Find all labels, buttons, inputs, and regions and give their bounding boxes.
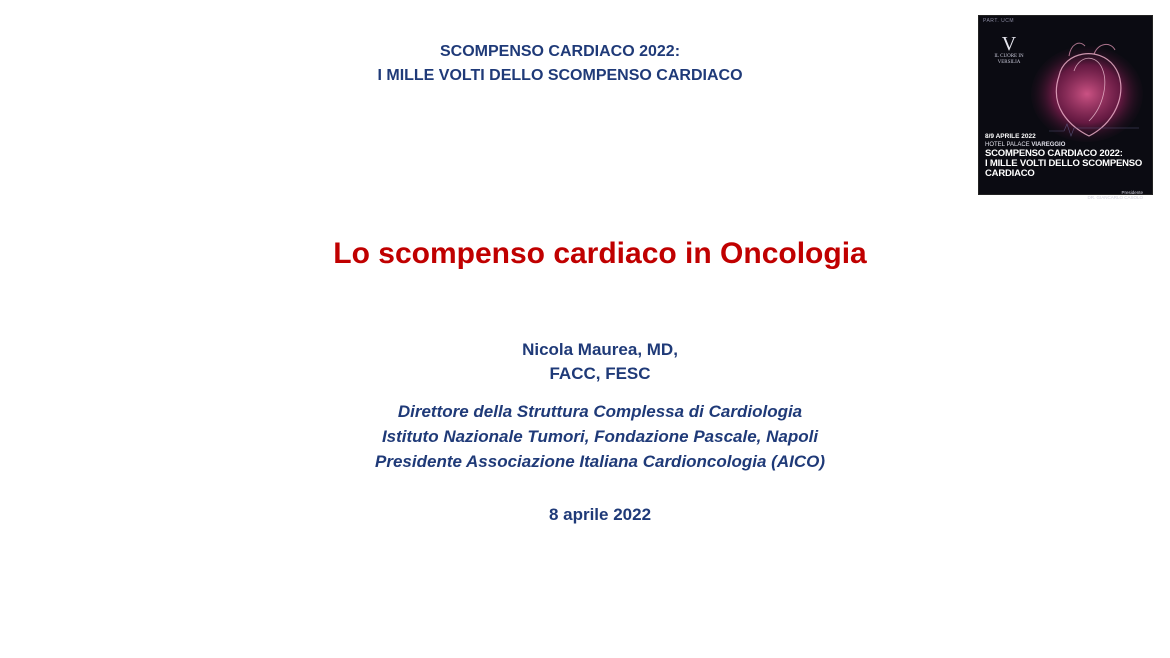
poster-text: [985, 133, 1147, 200]
poster-hotel-prefix: HOTEL PALACE: [985, 142, 1030, 148]
heart-illustration: [1019, 36, 1149, 146]
poster-logo-mark: V: [1001, 33, 1017, 55]
author-name: Nicola Maurea, MD,: [522, 340, 678, 359]
author-block: [300, 338, 900, 386]
presentation-date: 8 aprile 2022: [548, 505, 652, 524]
poster-title-line-1: SCOMPENSO CARDIACO 2022:: [985, 148, 1123, 159]
poster-president-label: Presidente: [1121, 190, 1143, 195]
poster-president: [1087, 190, 1143, 200]
presentation-title: Lo scompenso cardiaco in Oncologia: [333, 237, 867, 270]
poster-logo-line-2: VERSILIA: [997, 60, 1021, 65]
affiliation-line: Presidente Associazione Italiana Cardioncologia (AICO): [375, 452, 825, 471]
conference-title-line-2: I MILLE VOLTI DELLO SCOMPENSO CARDIACO: [377, 67, 743, 84]
affiliation-line: Direttore della Struttura Complessa di Cardiologia: [397, 402, 803, 421]
poster-title-line-2: I MILLE VOLTI DELLO SCOMPENSO: [985, 158, 1143, 169]
affiliation-line: Istituto Nazionale Tumori, Fondazione Pascale, Napoli: [381, 427, 819, 446]
poster-top-bar: [983, 18, 1148, 24]
author-credentials: FACC, FESC: [549, 364, 651, 383]
conference-poster-image: [978, 15, 1153, 200]
poster-top-label: PART. UCM: [983, 18, 1014, 24]
poster-president-name: DR. GIANCARLO CASOLO: [1087, 195, 1143, 200]
conference-header: [300, 40, 820, 88]
poster-hotel-city: VIAREGGIO: [1031, 142, 1066, 148]
conference-title-line-1: SCOMPENSO CARDIACO 2022:: [439, 43, 681, 60]
poster-dates: 8/9 APRILE 2022: [985, 133, 1036, 140]
affiliations: [250, 399, 950, 474]
poster-title-line-3: CARDIACO: [985, 168, 1035, 179]
poster-logo-line-1: IL CUORE IN: [994, 54, 1024, 59]
